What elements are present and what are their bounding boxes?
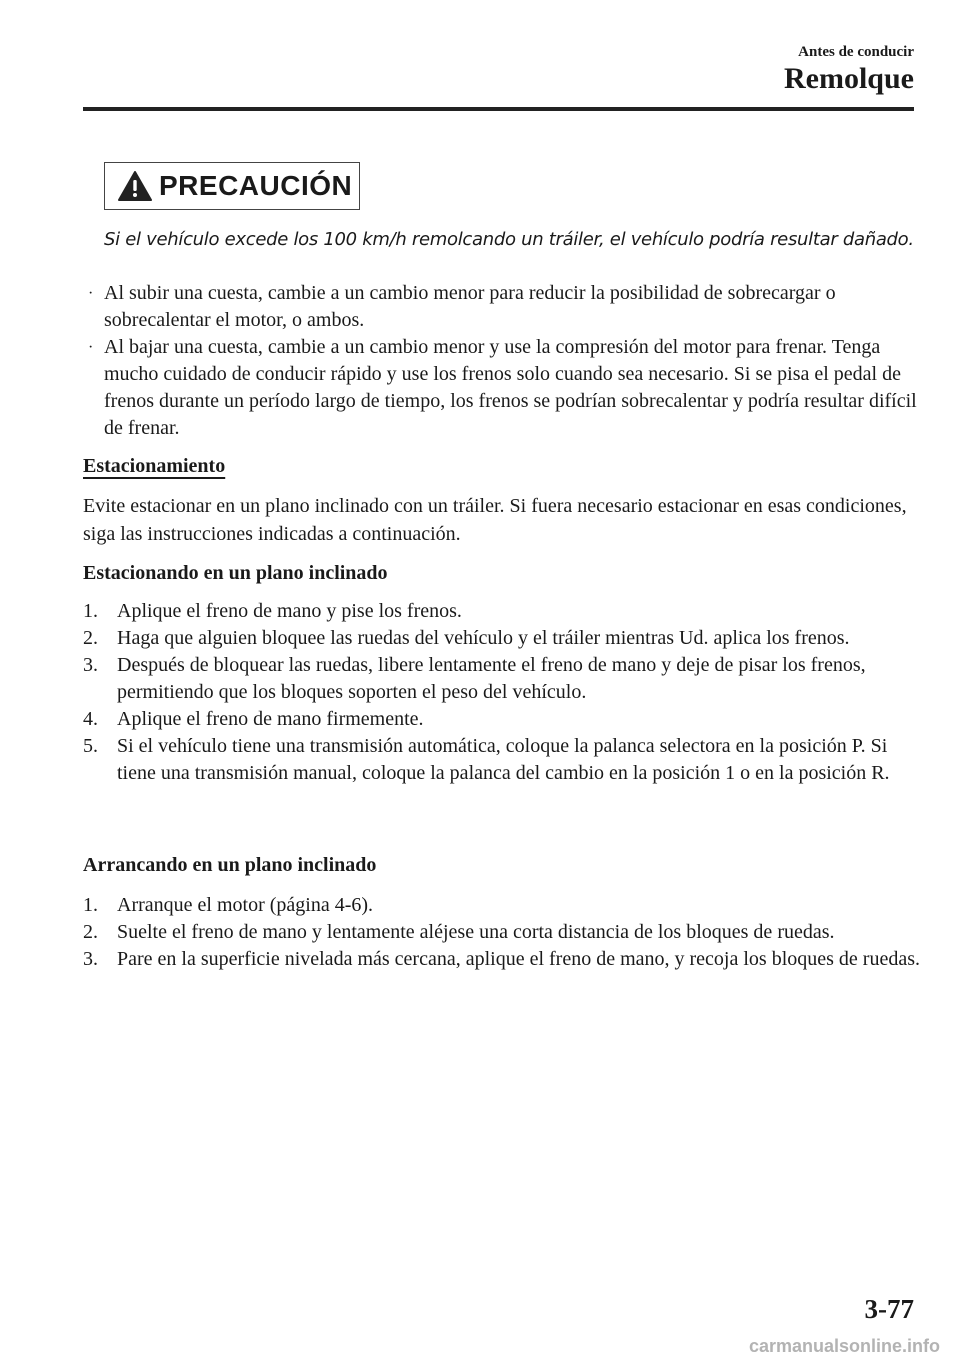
step-text: Aplique el freno de mano firmemente.	[117, 708, 424, 730]
watermark: carmanualsonline.info	[748, 1336, 940, 1356]
section-heading: Estacionamiento	[83, 455, 226, 477]
list-item	[83, 598, 923, 625]
step-number: 5.	[83, 735, 98, 757]
list-item	[83, 919, 923, 946]
step-text: Arranque el motor (página 4-6).	[117, 894, 374, 916]
page-number: 3-77	[864, 1294, 914, 1324]
bullet-text: Al subir una cuesta, cambie a un cambio menor para reducir la posibilidad de sobrecargar o sobrecalentar el motor, o ambos.	[104, 282, 836, 331]
step-text: Si el vehículo tiene una transmisión automática, coloque la palanca selectora en la posición P. Si tiene una transmisión manual, coloque la palanca del cambio en la posición 1 o en la posición R.	[117, 735, 890, 784]
warning-triangle-icon	[117, 170, 153, 202]
caution-text: Si el vehículo excede los 100 km/h remolcando un tráiler, el vehículo podría resultar dañado.	[104, 229, 914, 250]
subheading-incline: Estacionando en un plano inclinado	[83, 562, 388, 584]
list-item	[83, 892, 923, 919]
section-intro: Evite estacionar en un plano inclinado con un tráiler. Si fuera necesario estacionar en esas condiciones, siga las instrucciones indicadas a continuación.	[83, 495, 907, 545]
list-item	[78, 334, 918, 442]
caution-label: PRECAUCIÓN	[159, 170, 353, 201]
caution-box	[104, 162, 360, 210]
step-text: Después de bloquear las ruedas, libere lentamente el freno de mano y deje de pisar los frenos, permitiendo que los bloques soporten el peso del vehículo.	[117, 654, 866, 703]
caution-bullets	[78, 280, 918, 442]
list-item	[83, 625, 923, 652]
step-text: Aplique el freno de mano y pise los frenos.	[117, 600, 462, 622]
list-item	[83, 946, 923, 973]
bullet-dot: ·	[88, 285, 94, 302]
step-text: Pare en la superficie nivelada más cercana, aplique el freno de mano, y recoja los bloques de ruedas.	[117, 948, 920, 970]
bullet-dot: ·	[88, 339, 94, 356]
step-text: Haga que alguien bloquee las ruedas del vehículo y el tráiler mientras Ud. aplica los frenos.	[117, 627, 850, 649]
subheading-start: Arrancando en un plano inclinado	[83, 854, 377, 876]
header-section: Antes de conducir	[798, 44, 914, 60]
incline-steps	[83, 598, 923, 787]
bullet-text: Al bajar una cuesta, cambie a un cambio menor y use la compresión del motor para frenar. Tenga mucho cuidado de conducir rápido y use los frenos solo cuando sea necesario. Si se pisa el pedal de frenos durante un período largo de tiempo, los frenos se podrían sobrecalentar y podría resultar difícil de frenar.	[104, 336, 917, 439]
list-item	[83, 733, 923, 787]
step-number: 4.	[83, 708, 98, 730]
step-text: Suelte el freno de mano y lentamente aléjese una corta distancia de los bloques de ruedas.	[117, 921, 835, 943]
list-item	[83, 706, 923, 733]
step-number: 1.	[83, 600, 98, 622]
list-item	[83, 652, 923, 706]
step-number: 2.	[83, 627, 98, 649]
step-number: 3.	[83, 654, 98, 676]
start-steps	[83, 892, 923, 973]
step-number: 3.	[83, 948, 98, 970]
step-number: 2.	[83, 921, 98, 943]
step-number: 1.	[83, 894, 98, 916]
page-title: Remolque	[784, 62, 914, 95]
list-item	[78, 280, 918, 334]
header-rule	[83, 107, 914, 111]
